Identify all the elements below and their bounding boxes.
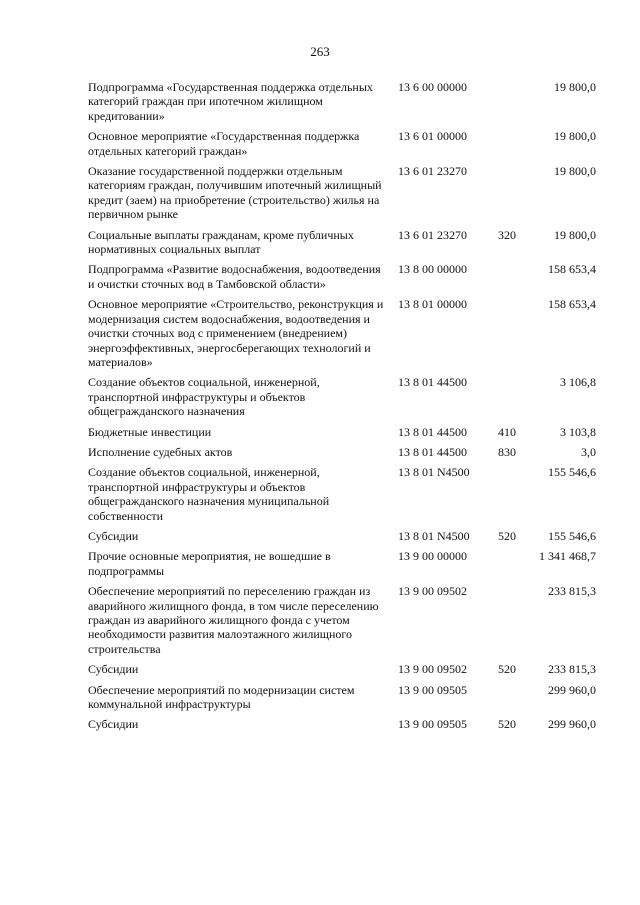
table-row bbox=[88, 549, 608, 578]
row-name: Оказание государственной поддержки отдельным категориям граждан, получившим ипотечный жилищный кредит (заем) на приобретение (строительство) жилья на первичном рынке bbox=[88, 164, 382, 222]
row-name: Создание объектов социальной, инженерной, транспортной инфраструктуры и объектов общегражданского назначения муниципальной собственности bbox=[88, 465, 330, 523]
table-row bbox=[88, 662, 608, 676]
page-number: 263 bbox=[310, 44, 330, 59]
row-code: 13 6 00 00000 bbox=[398, 80, 467, 94]
row-name: Субсидии bbox=[88, 662, 139, 677]
row-code: 13 9 00 09505 bbox=[398, 717, 467, 732]
row-amount: 233 815,3 bbox=[548, 662, 596, 677]
row-amount: 158 653,4 bbox=[548, 262, 596, 277]
row-name: Социальные выплаты гражданам, кроме публичных нормативных социальных выплат bbox=[88, 227, 354, 257]
row-name: Обеспечение мероприятий по переселению граждан из аварийного жилищного фонда, в том числе переселению граждан из аварийного жилищного фонда с учетом необходимости развития малоэтажного жилищного строительства bbox=[88, 584, 379, 656]
row-expense-type: 520 bbox=[498, 528, 516, 543]
row-name: Исполнение судебных актов bbox=[88, 444, 233, 459]
table-row bbox=[88, 297, 608, 369]
row-expense-type: 410 bbox=[498, 424, 516, 439]
table-row bbox=[88, 584, 608, 656]
row-code: 13 9 00 09502 bbox=[398, 584, 467, 599]
row-amount: 19 800,0 bbox=[554, 227, 596, 242]
row-code: 13 8 01 N4500 bbox=[398, 465, 470, 480]
table-row bbox=[88, 164, 608, 222]
row-code: 13 8 01 44500 bbox=[398, 375, 467, 390]
row-name: Подпрограмма «Развитие водоснабжения, водоотведения и очистки сточных вод в Тамбовской области» bbox=[88, 262, 381, 291]
table-row bbox=[88, 129, 608, 158]
row-code: 13 6 01 23270 bbox=[398, 227, 467, 242]
row-amount: 1 341 468,7 bbox=[539, 549, 596, 564]
table-row bbox=[88, 529, 608, 543]
row-code: 13 8 01 44500 bbox=[398, 424, 467, 439]
row-amount: 3 106,8 bbox=[560, 375, 596, 390]
row-code: 13 9 00 09505 bbox=[398, 682, 467, 697]
row-expense-type: 830 bbox=[498, 444, 516, 459]
row-expense-type: 320 bbox=[498, 227, 516, 242]
row-code: 13 8 01 44500 bbox=[398, 444, 467, 459]
row-code: 13 6 01 00000 bbox=[398, 129, 467, 144]
row-code: 13 8 00 00000 bbox=[398, 262, 467, 277]
row-amount: 3 103,8 bbox=[560, 424, 596, 439]
row-amount: 19 800,0 bbox=[554, 129, 596, 144]
row-amount: 19 800,0 bbox=[554, 164, 596, 179]
row-name: Субсидии bbox=[88, 528, 139, 543]
table-row bbox=[88, 683, 608, 712]
table-row bbox=[88, 262, 608, 291]
row-name: Бюджетные инвестиции bbox=[88, 424, 212, 439]
table-row bbox=[88, 717, 608, 731]
row-name: Прочие основные мероприятия, не вошедшие в подпрограммы bbox=[88, 549, 331, 578]
row-name: Основное мероприятие «Строительство, реконструкция и модернизация систем водоснабжения, водоотведения и очистки сточных вод с применением (внедрением) энергоэффективных, энергосберегающих технологий и материалов» bbox=[88, 297, 384, 369]
row-code: 13 9 00 00000 bbox=[398, 549, 467, 564]
table-row bbox=[88, 445, 608, 459]
row-amount: 233 815,3 bbox=[548, 584, 596, 599]
row-amount: 155 546,6 bbox=[548, 465, 596, 480]
row-expense-type: 520 bbox=[498, 662, 516, 677]
row-amount: 155 546,6 bbox=[548, 528, 596, 543]
row-amount: 19 800,0 bbox=[554, 80, 596, 94]
row-amount: 3,0 bbox=[581, 444, 596, 459]
row-code: 13 8 01 N4500 bbox=[398, 528, 470, 543]
table-row bbox=[88, 425, 608, 439]
row-name: Создание объектов социальной, инженерной, транспортной инфраструктуры и объектов общегражданского назначения bbox=[88, 375, 320, 419]
row-amount: 299 960,0 bbox=[548, 717, 596, 732]
row-code: 13 9 00 09502 bbox=[398, 662, 467, 677]
row-code: 13 8 01 00000 bbox=[398, 297, 467, 312]
table-row bbox=[88, 465, 608, 523]
row-amount: 299 960,0 bbox=[548, 682, 596, 697]
row-name: Подпрограмма «Государственная поддержка отдельных категорий граждан при ипотечном жилищном кредитовании» bbox=[88, 80, 373, 123]
budget-table bbox=[88, 80, 608, 738]
row-name: Основное мероприятие «Государственная поддержка отдельных категорий граждан» bbox=[88, 129, 360, 158]
table-row bbox=[88, 228, 608, 257]
row-name: Субсидии bbox=[88, 717, 139, 732]
row-name: Обеспечение мероприятий по модернизации систем коммунальной инфраструктуры bbox=[88, 682, 355, 712]
table-row bbox=[88, 375, 608, 418]
row-amount: 158 653,4 bbox=[548, 297, 596, 312]
table-row bbox=[88, 80, 608, 123]
row-expense-type: 520 bbox=[498, 717, 516, 732]
row-code: 13 6 01 23270 bbox=[398, 164, 467, 179]
